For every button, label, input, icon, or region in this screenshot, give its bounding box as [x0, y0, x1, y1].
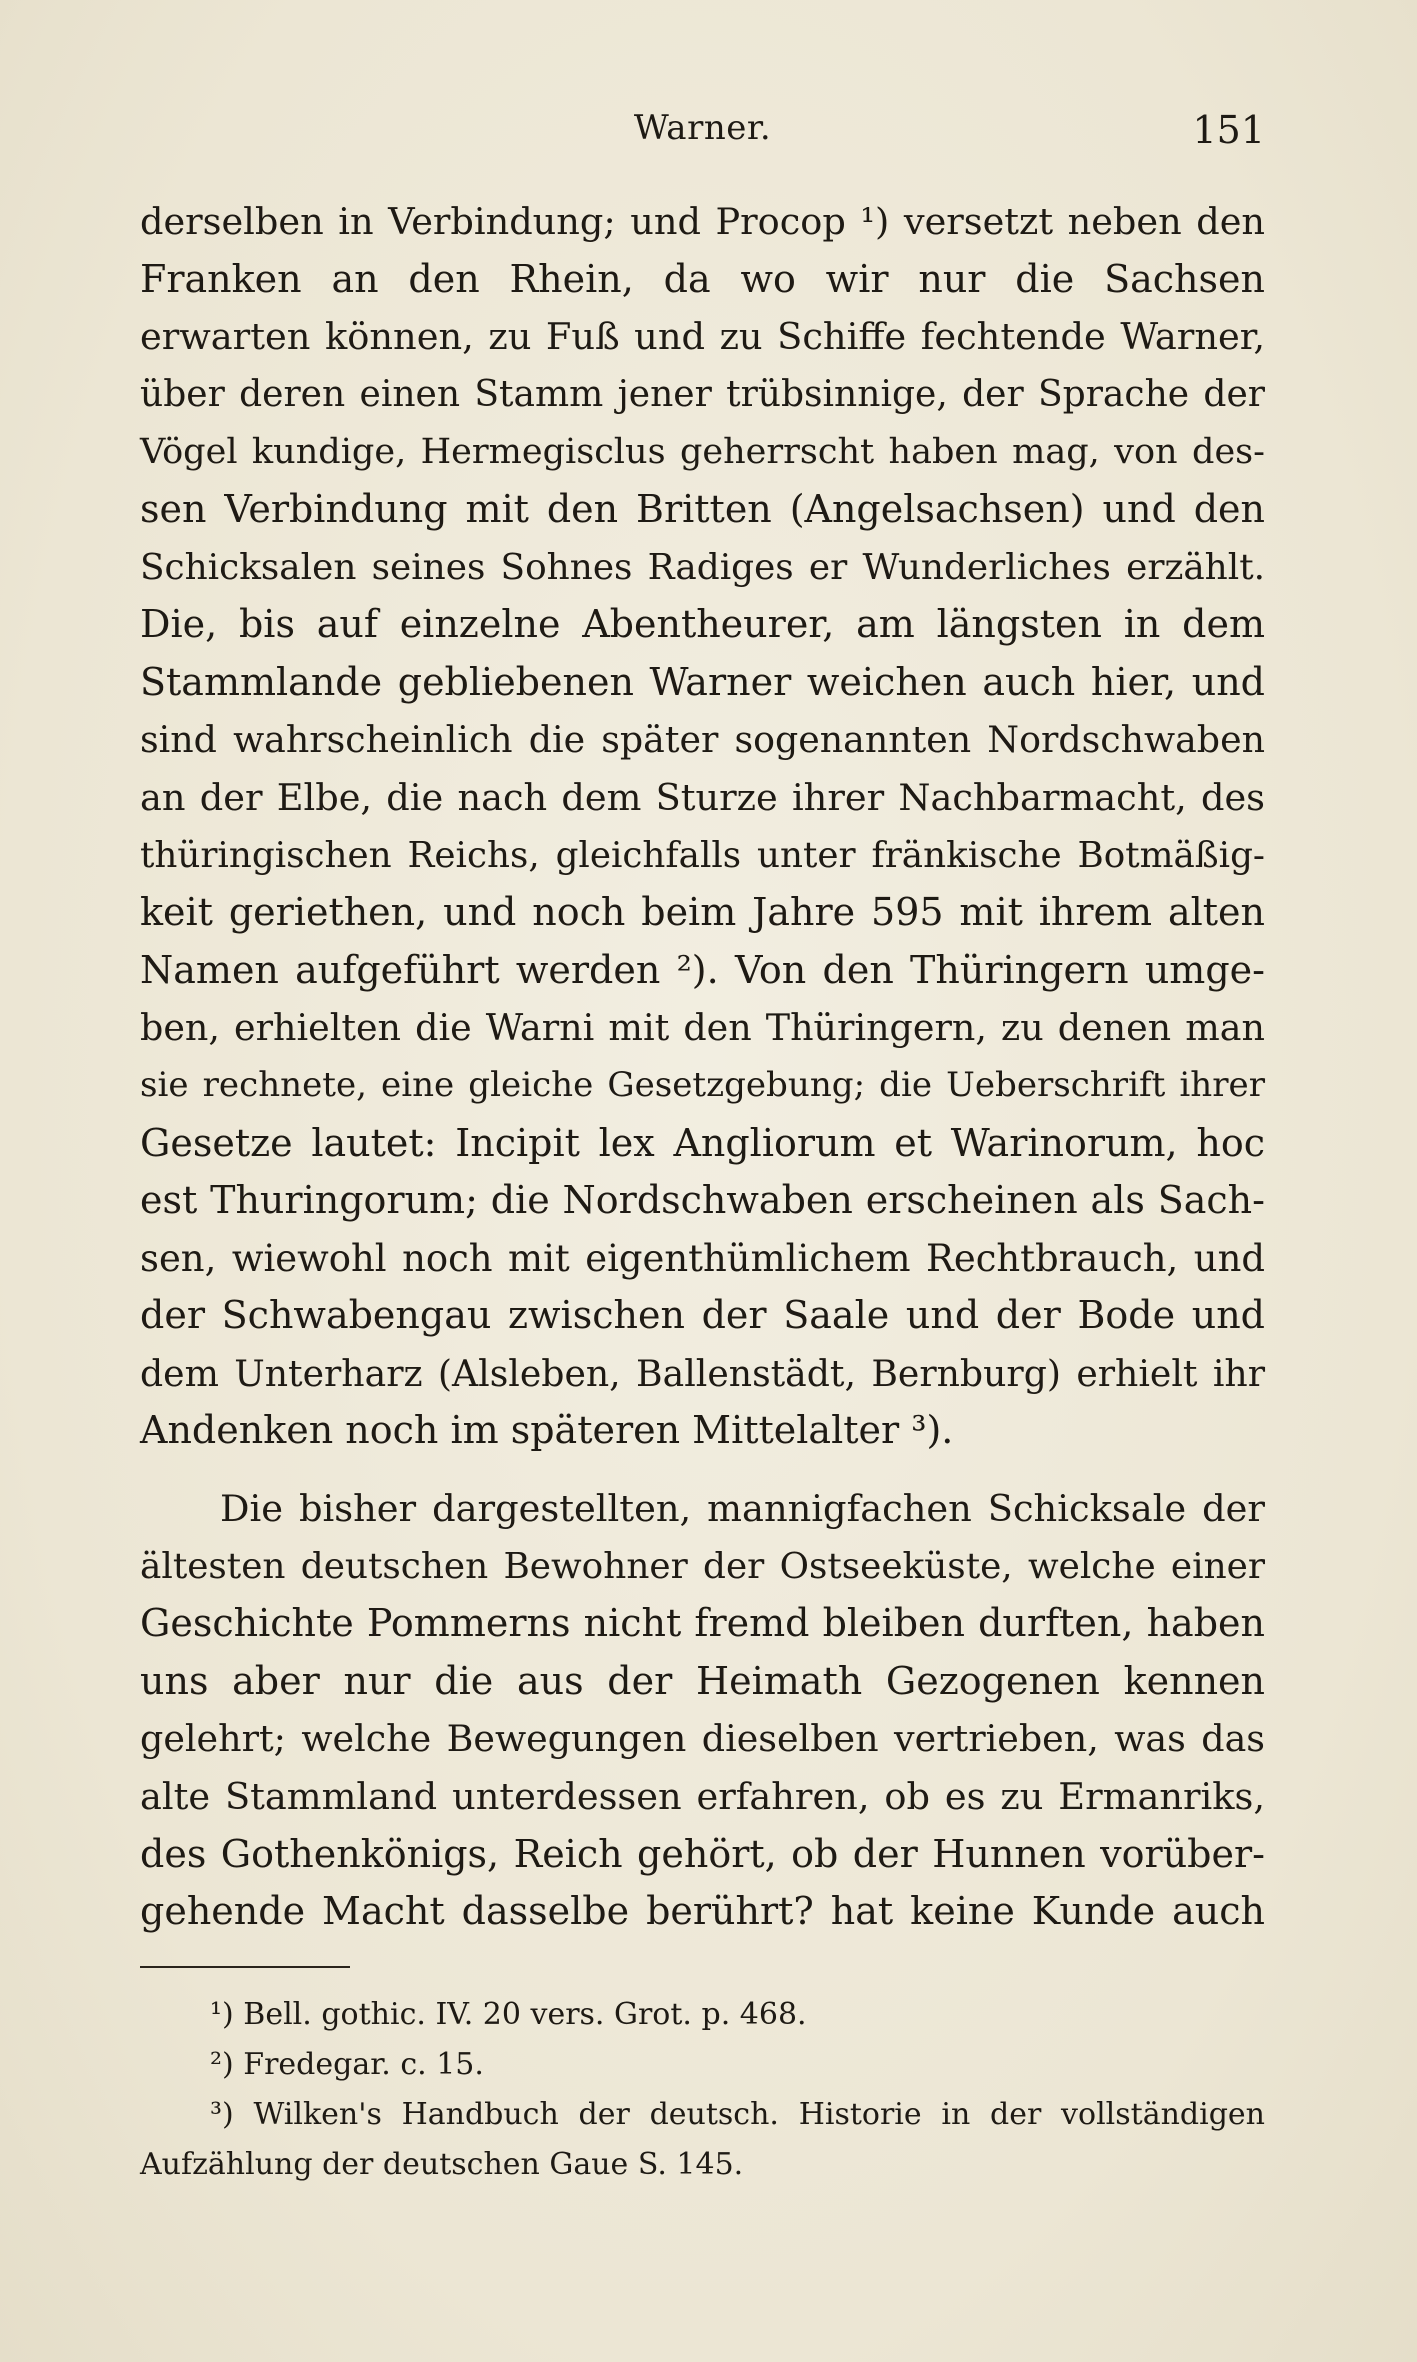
footnote-3: ³) Wilken's Handbuch der deutsch. Historie in der vollständigen	[210, 2097, 1265, 2132]
page-number: 151	[1192, 108, 1265, 152]
text-line: Schicksalen seines Sohnes Radiges er Wunderliches erzählt.	[140, 546, 1265, 588]
text-line: Vögel kundige, Hermegisclus geherrscht haben mag, von des-	[140, 431, 1265, 473]
text-line: sind wahrscheinlich die später sogenannten Nordschwaben	[140, 718, 1265, 762]
footnotes	[140, 1990, 1265, 2190]
running-head: Warner.	[633, 108, 772, 148]
main-text	[140, 193, 1265, 1941]
text-line: über deren einen Stamm jener trübsinnige, der Sprache der	[140, 373, 1265, 415]
page-header	[140, 108, 1265, 158]
text-line: erwarten können, zu Fuß und zu Schiffe fechtende Warner,	[140, 315, 1265, 359]
text-line: des Gothenkönigs, Reich gehört, ob der Hunnen vorüber-	[140, 1831, 1265, 1876]
text-line: sie rechnete, eine gleiche Gesetzgebung; die Ueberschrift ihrer	[140, 1064, 1265, 1105]
text-line: est Thuringorum; die Nordschwaben erscheinen als Sach-	[140, 1178, 1265, 1223]
footnote-divider	[140, 1966, 350, 1968]
text-line: Die, bis auf einzelne Abentheurer, am längsten in dem	[140, 602, 1265, 647]
text-line: alte Stammland unterdessen erfahren, ob es zu Ermanriks,	[140, 1775, 1265, 1819]
text-line: sen, wiewohl noch mit eigenthümlichem Rechtbrauch, und	[140, 1236, 1265, 1280]
footnote-2: ²) Fredegar. c. 15.	[210, 2047, 484, 2082]
footnote-3-continued: Aufzählung der deutschen Gaue S. 145.	[140, 2147, 744, 2182]
text-line: gehende Macht dasselbe berührt? hat keine Kunde auch	[140, 1889, 1265, 1934]
text-line: Namen aufgeführt werden ²). Von den Thüringern umge-	[140, 947, 1265, 992]
text-line: dem Unterharz (Alsleben, Ballenstädt, Bernburg) erhielt ihr	[140, 1351, 1265, 1395]
text-line: Andenken noch im späteren Mittelalter ³).	[140, 1408, 954, 1453]
text-line: keit geriethen, und noch beim Jahre 595 mit ihrem alten	[140, 890, 1265, 935]
text-line: Gesetze lautet: Incipit lex Angliorum et Warinorum, hoc	[140, 1120, 1265, 1165]
text-line: an der Elbe, die nach dem Sturze ihrer Nachbarmacht, des	[140, 775, 1265, 819]
text-line: gelehrt; welche Bewegungen dieselben vertrieben, was das	[140, 1717, 1265, 1761]
text-line: ben, erhielten die Warni mit den Thüringern, zu denen man	[140, 1006, 1265, 1050]
text-line: ältesten deutschen Bewohner der Ostseeküste, welche einer	[140, 1545, 1265, 1587]
text-line: thüringischen Reichs, gleichfalls unter fränkische Botmäßig-	[140, 834, 1265, 876]
text-line: Geschichte Pommerns nicht fremd bleiben durften, haben	[140, 1601, 1265, 1646]
text-line: Franken an den Rhein, da wo wir nur die Sachsen	[140, 256, 1265, 301]
paragraph-gap	[140, 1460, 1265, 1480]
text-line: Stammlande gebliebenen Warner weichen auch hier, und	[140, 659, 1265, 704]
text-line: der Schwabengau zwischen der Saale und der Bode und	[140, 1293, 1265, 1338]
text-line: uns aber nur die aus der Heimath Gezogenen kennen	[140, 1658, 1265, 1703]
text-line: sen Verbindung mit den Britten (Angelsachsen) und den	[140, 486, 1265, 531]
text-line: Die bisher dargestellten, mannigfachen Schicksale der	[220, 1487, 1265, 1531]
text-line: derselben in Verbindung; und Procop ¹) versetzt neben den	[140, 200, 1265, 243]
footnote-1: ¹) Bell. gothic. IV. 20 vers. Grot. p. 468.	[210, 1997, 807, 2032]
